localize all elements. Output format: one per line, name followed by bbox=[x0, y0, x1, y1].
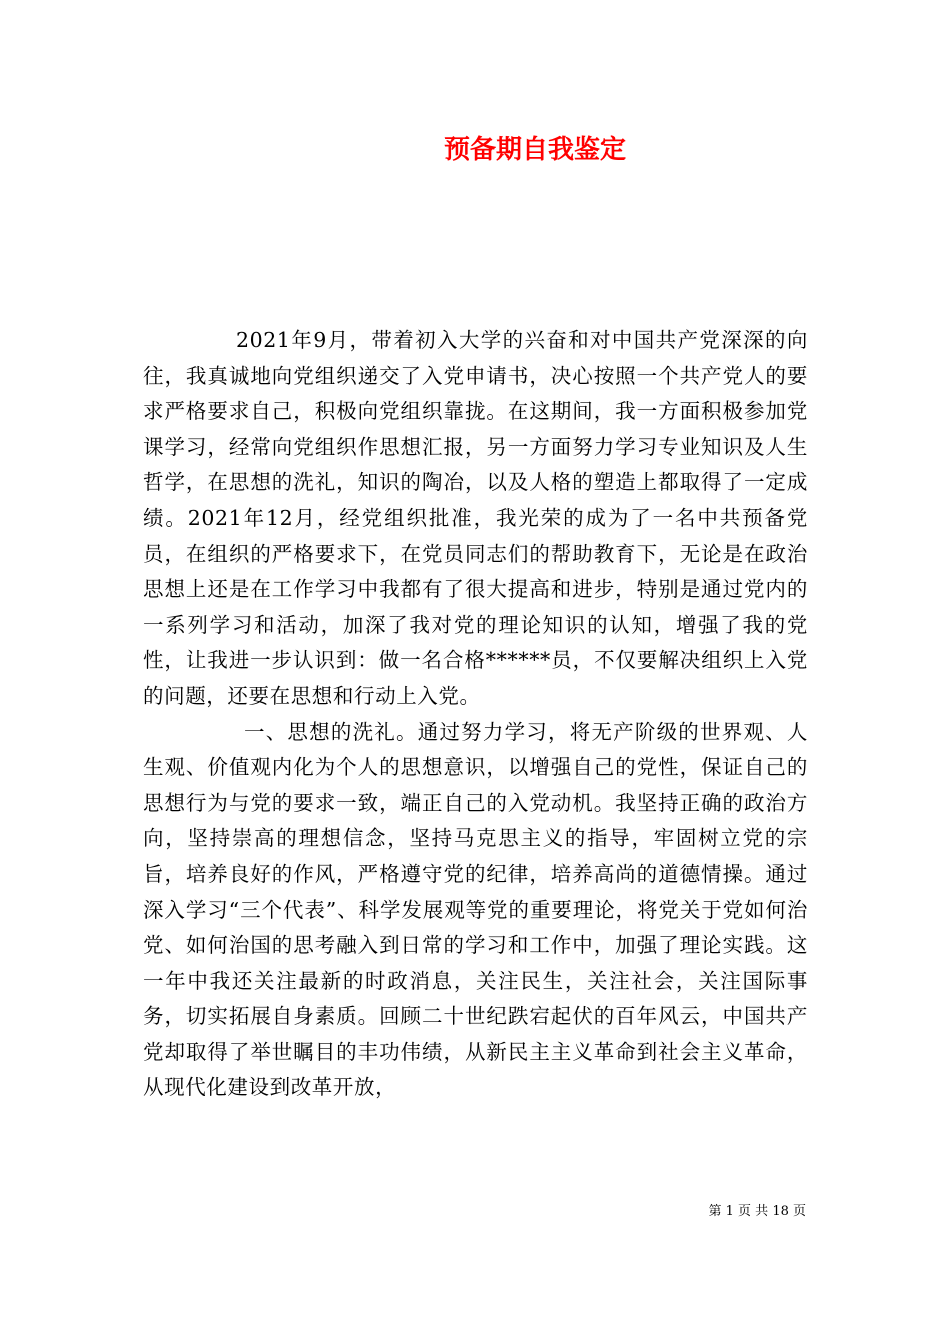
page-number: 第 1 页 共 18 页 bbox=[708, 1204, 806, 1219]
paragraph-intro: 2021年9月，带着初入大学的兴奋和对中国共产党深深的向往，我真诚地向党组织递交了入党申请书，决心按照一个共产党人的要求严格要求自己，积极向党组织靠拢。在这期间，我一方面积极参加党课学习，经常向党组织作思想汇报，另一方面努力学习专业知识及人生哲学，在思想的洗礼，知识的陶冶，以及人格的塑造上都取得了一定成绩。2021年12月，经党组织批准，我光荣的成为了一名中共预备党员，在组织的严格要求下，在党员同志们的帮助教育下，无论是在政治思想上还是在工作学习中我都有了很大提高和进步，特别是通过党内的一系列学习和活动，加深了我对党的理论知识的认知，增强了我的党性，让我进一步认识到：做一名合格******员，不仅要解决组织上入党的问题，还要在思想和行动上入党。 bbox=[143, 328, 808, 708]
document-body bbox=[143, 323, 808, 1106]
document-title: 预备期自我鉴定 bbox=[443, 135, 626, 165]
paragraph-section-1: 一、思想的洗礼。通过努力学习，将无产阶级的世界观、人生观、价值观内化为个人的思想意识，以增强自己的党性，保证自己的思想行为与党的要求一致，端正自己的入党动机。我坚持正确的政治方向，坚持崇高的理想信念，坚持马克思主义的指导，牢固树立党的宗旨，培养良好的作风，严格遵守党的纪律，培养高尚的道德情操。通过深入学习“三个代表”、科学发展观等党的重要理论，将党关于党如何治党、如何治国的思考融入到日常的学习和工作中，加强了理论实践。这一年中我还关注最新的时政消息，关注民生，关注社会，关注国际事务，切实拓展自身素质。回顾二十世纪跌宕起伏的百年风云，中国共产党却取得了举世瞩目的丰功伟绩，从新民主主义革命到社会主义革命，从现代化建设到改革开放， bbox=[143, 719, 808, 1100]
